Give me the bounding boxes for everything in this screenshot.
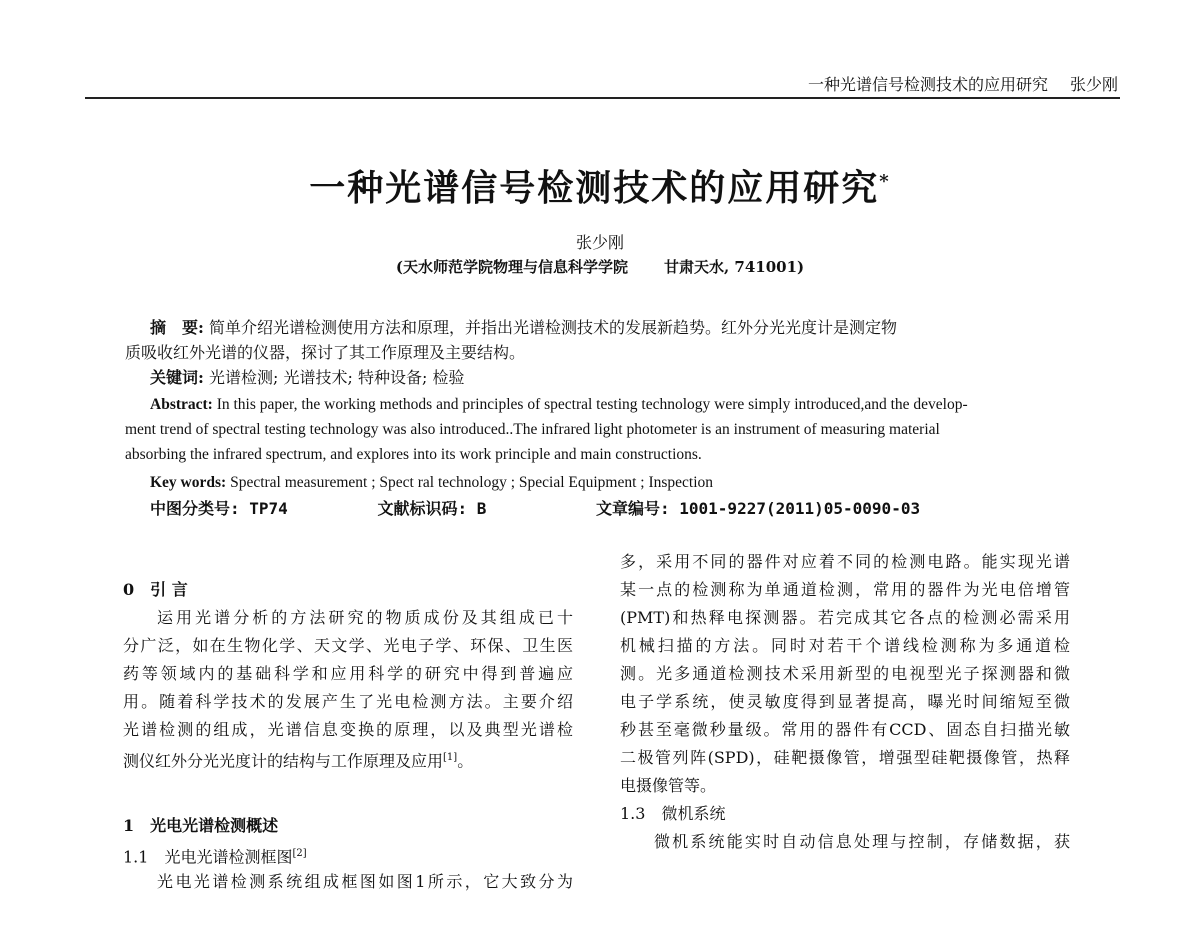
clc-number: 中图分类号: TP74 xyxy=(150,499,288,518)
document-code: 文献标识码: B xyxy=(377,499,487,518)
article-number: 文章编号: 1001-9227(2011)05-0090-03 xyxy=(596,499,921,518)
body-line: 二极管列阵(SPD)，硅靶摄像管，增强型硅靶摄像管，热释 xyxy=(620,748,1070,767)
keywords-en-label: Key words: xyxy=(150,474,227,491)
abstract-cn-line: 质吸收红外光谱的仪器，探讨了其工作原理及主要结构。 xyxy=(125,343,526,362)
left-column xyxy=(123,576,573,896)
body-line: 用。随着科学技术的发展产生了光电检测方法。主要介绍 xyxy=(123,692,573,711)
body-line: 电子学系统，使灵敏度得到显著提高，曝光时间缩短至微 xyxy=(620,692,1070,711)
body-line: 光电光谱检测系统组成框图如图1所示，它大致分为 xyxy=(157,872,573,891)
title-text: 一种光谱信号检测技术的应用研究 xyxy=(309,167,880,209)
running-title: 一种光谱信号检测技术的应用研究 xyxy=(807,75,1048,94)
abstract-en xyxy=(125,392,1075,495)
body-line: 微机系统能实时自动信息处理与控制，存储数据，获 xyxy=(654,832,1070,851)
abstract-cn xyxy=(125,315,1075,390)
body-line: 机械扫描的方法。同时对若干个谱线检测称为多通道检 xyxy=(620,636,1070,655)
body-text: 测仪红外分光光度计的结构与工作原理及应用 xyxy=(123,751,444,771)
title-footnote-mark: * xyxy=(879,171,891,192)
keywords-cn-label: 关键词: xyxy=(150,368,204,387)
classification xyxy=(150,496,920,519)
paper-title xyxy=(0,160,1200,211)
section-1-3-heading: 1.3 微机系统 xyxy=(620,804,726,823)
citation: [2] xyxy=(292,848,307,859)
body-line: 某一点的检测称为单通道检测，常用的器件为光电倍增管 xyxy=(620,580,1070,599)
abstract-cn-line: 简单介绍光谱检测使用方法和原理，并指出光谱检测技术的发展新趋势。红外分光光度计是测定物 xyxy=(209,318,898,337)
body-line: 电摄像管等。 xyxy=(620,776,717,795)
heading-text: 1.1 光电光谱检测框图 xyxy=(123,847,293,867)
body-line xyxy=(123,744,573,772)
body-line: 药等领域内的基础科学和应用科学的研究中得到普遍应 xyxy=(123,664,573,683)
right-column xyxy=(620,548,1070,856)
section-1-heading: 1 光电光谱检测概述 xyxy=(123,816,279,835)
body-line: 光谱检测的组成，光谱信息变换的原理，以及典型光谱检 xyxy=(123,720,573,739)
keywords-en: Spectral measurement ; Spect ral technology ; Special Equipment ; Inspection xyxy=(230,474,714,491)
section-1-1-heading xyxy=(123,840,573,868)
abstract-en-line: In this paper, the working methods and principles of spectral testing technology were simply introduced,and the develop- xyxy=(216,396,968,413)
abstract-cn-label: 摘 要: xyxy=(150,318,204,337)
affiliation xyxy=(0,256,1200,277)
section-0-heading: 0 引 言 xyxy=(123,580,188,599)
body-line: 测。光多通道检测技术采用新型的电视型光子探测器和微 xyxy=(620,664,1070,683)
abstract-en-line: ment trend of spectral testing technology was also introduced..The infrared light photometer is an instrument of measuring material xyxy=(125,421,940,438)
body-line: 多，采用不同的器件对应着不同的检测电路。能实现光谱 xyxy=(620,552,1070,571)
running-author: 张少刚 xyxy=(1069,75,1118,94)
affiliation-location: 甘肃天水, 741001) xyxy=(663,258,805,276)
author: 张少刚 xyxy=(575,233,624,252)
abstract-en-label: Abstract: xyxy=(150,396,213,413)
citation: [1] xyxy=(443,752,458,763)
affiliation-institution: (天水师范学院物理与信息科学学院 xyxy=(395,258,628,276)
abstract-en-line: absorbing the infrared spectrum, and explores into its work principle and main constructions. xyxy=(125,446,702,463)
running-header xyxy=(786,72,1118,95)
body-line: (PMT)和热释电探测器。若完成其它各点的检测必需采用 xyxy=(620,608,1070,627)
body-line: 运用光谱分析的方法研究的物质成份及其组成已十 xyxy=(157,608,573,627)
body-text: 。 xyxy=(457,751,474,771)
body-line: 分广泛，如在生物化学、天文学、光电子学、环保、卫生医 xyxy=(123,636,573,655)
keywords-cn: 光谱检测; 光谱技术; 特种设备; 检验 xyxy=(209,368,465,387)
header-rule xyxy=(85,97,1120,99)
body-line: 秒甚至毫微秒量级。常用的器件有CCD、固态自扫描光敏 xyxy=(620,720,1070,739)
